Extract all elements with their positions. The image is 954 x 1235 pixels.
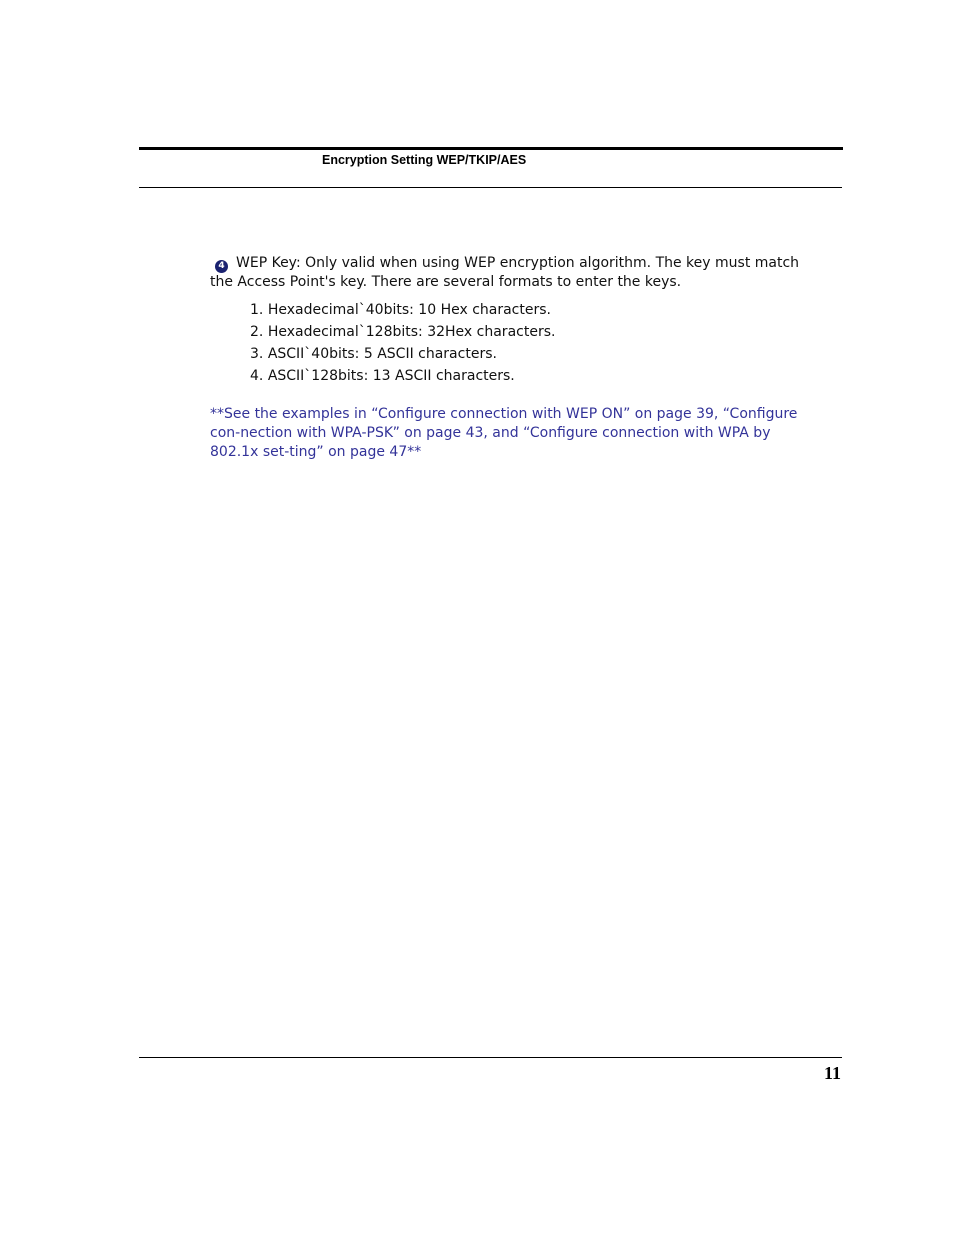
list-item: 4. ASCII`128bits: 13 ASCII characters. (250, 365, 820, 387)
examples-cross-reference-link[interactable]: **See the examples in “Configure connection with WEP ON” on page 39, “Configure con-nection with WPA-PSK” on page 43, and “Configure connection with WPA by 802.1x set-ting” on page 47** (210, 406, 798, 460)
list-item: 3. ASCII`40bits: 5 ASCII characters. (250, 343, 820, 365)
list-item: 2. Hexadecimal`128bits: 32Hex characters. (250, 321, 820, 343)
header-rule-top (139, 147, 843, 150)
page-content (210, 254, 820, 462)
running-header-title: Encryption Setting WEP/TKIP/AES (322, 153, 527, 167)
page-number: 11 (823, 1063, 841, 1083)
header-rule-bottom (139, 187, 842, 188)
key-format-list (210, 299, 820, 387)
number-4-bullet-icon: 4 (215, 260, 228, 273)
footer-rule (139, 1057, 842, 1058)
wep-key-paragraph (210, 254, 820, 292)
list-item: 1. Hexadecimal`40bits: 10 Hex characters. (250, 299, 820, 321)
wep-key-intro: WEP Key: Only valid when using WEP encryption algorithm. The key must match the Access Point's key. There are several formats to enter the keys. (210, 255, 800, 290)
